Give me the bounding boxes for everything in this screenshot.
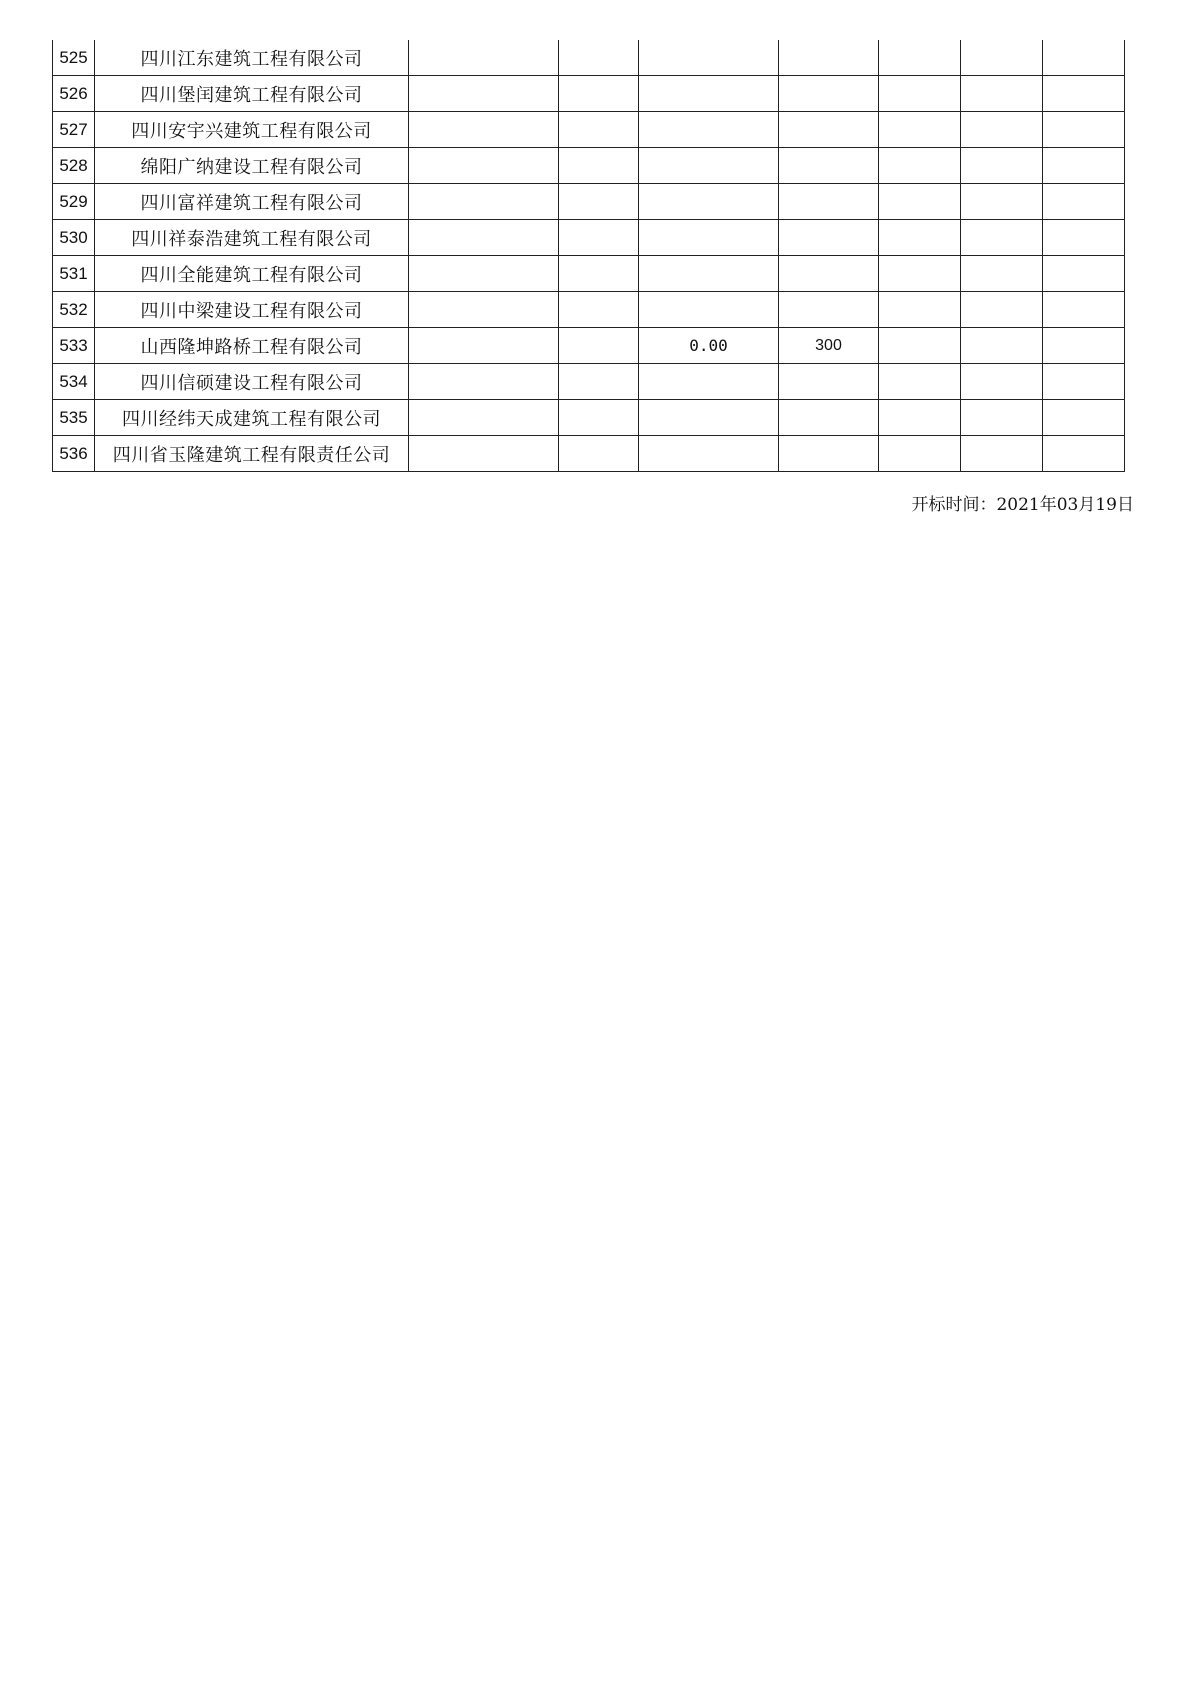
row-number: 528	[53, 148, 95, 184]
table-body	[53, 40, 1125, 472]
row-number: 532	[53, 292, 95, 328]
cell-col8	[961, 112, 1043, 148]
row-number: 536	[53, 436, 95, 472]
row-number: 529	[53, 184, 95, 220]
cell-col4	[559, 148, 639, 184]
cell-col4	[559, 112, 639, 148]
cell-col9	[1043, 112, 1125, 148]
table-row	[53, 400, 1125, 436]
cell-col4	[559, 76, 639, 112]
table-row	[53, 184, 1125, 220]
cell-col7	[879, 148, 961, 184]
cell-col6	[779, 364, 879, 400]
cell-col3	[409, 220, 559, 256]
cell-col5	[639, 400, 779, 436]
cell-col3	[409, 292, 559, 328]
company-name: 四川堡闰建筑工程有限公司	[95, 76, 409, 112]
company-name: 四川中梁建设工程有限公司	[95, 292, 409, 328]
cell-col3	[409, 40, 559, 76]
cell-col4	[559, 40, 639, 76]
cell-col4	[559, 436, 639, 472]
row-number: 535	[53, 400, 95, 436]
table-row	[53, 364, 1125, 400]
company-name: 山西隆坤路桥工程有限公司	[95, 328, 409, 364]
cell-col3	[409, 400, 559, 436]
cell-col4	[559, 184, 639, 220]
cell-col6	[779, 292, 879, 328]
cell-col9	[1043, 328, 1125, 364]
cell-col3	[409, 112, 559, 148]
row-number: 533	[53, 328, 95, 364]
cell-col8	[961, 40, 1043, 76]
company-name: 四川信硕建设工程有限公司	[95, 364, 409, 400]
table-row	[53, 328, 1125, 364]
cell-col8	[961, 256, 1043, 292]
cell-col6	[779, 148, 879, 184]
cell-col6	[779, 436, 879, 472]
cell-col9	[1043, 76, 1125, 112]
row-number: 525	[53, 40, 95, 76]
row-number: 526	[53, 76, 95, 112]
cell-col9	[1043, 400, 1125, 436]
company-name: 四川省玉隆建筑工程有限责任公司	[95, 436, 409, 472]
cell-col6	[779, 256, 879, 292]
cell-col4	[559, 400, 639, 436]
cell-col3	[409, 76, 559, 112]
table-row	[53, 148, 1125, 184]
cell-col8	[961, 328, 1043, 364]
cell-col9	[1043, 292, 1125, 328]
cell-col8	[961, 220, 1043, 256]
cell-col5	[639, 256, 779, 292]
cell-col7	[879, 256, 961, 292]
cell-col5	[639, 148, 779, 184]
opening-time: 开标时间：2021年03月19日	[911, 495, 1134, 515]
cell-col6	[779, 112, 879, 148]
cell-col7	[879, 220, 961, 256]
company-name: 四川祥泰浩建筑工程有限公司	[95, 220, 409, 256]
row-number: 527	[53, 112, 95, 148]
cell-col8	[961, 364, 1043, 400]
cell-col5	[639, 436, 779, 472]
cell-col5	[639, 76, 779, 112]
cell-col9	[1043, 148, 1125, 184]
cell-col4	[559, 328, 639, 364]
cell-col7	[879, 112, 961, 148]
cell-col6	[779, 40, 879, 76]
cell-col8	[961, 148, 1043, 184]
cell-col9	[1043, 220, 1125, 256]
cell-col3	[409, 256, 559, 292]
cell-col7	[879, 184, 961, 220]
cell-col7	[879, 40, 961, 76]
cell-col6: 300	[779, 328, 879, 364]
cell-col5	[639, 220, 779, 256]
company-name: 四川全能建筑工程有限公司	[95, 256, 409, 292]
table-row	[53, 256, 1125, 292]
company-name: 四川富祥建筑工程有限公司	[95, 184, 409, 220]
company-name: 绵阳广纳建设工程有限公司	[95, 148, 409, 184]
cell-col3	[409, 436, 559, 472]
cell-col7	[879, 292, 961, 328]
table-row	[53, 436, 1125, 472]
row-number: 534	[53, 364, 95, 400]
cell-col7	[879, 400, 961, 436]
cell-col3	[409, 328, 559, 364]
cell-col7	[879, 364, 961, 400]
cell-col6	[779, 400, 879, 436]
cell-col9	[1043, 256, 1125, 292]
cell-col5	[639, 40, 779, 76]
cell-col3	[409, 184, 559, 220]
bid-results-table	[52, 40, 1125, 472]
table-row	[53, 220, 1125, 256]
cell-col5	[639, 364, 779, 400]
table-row	[53, 40, 1125, 76]
cell-col8	[961, 76, 1043, 112]
cell-col3	[409, 148, 559, 184]
cell-col4	[559, 220, 639, 256]
cell-col4	[559, 256, 639, 292]
cell-col5	[639, 292, 779, 328]
table-row	[53, 112, 1125, 148]
company-name: 四川安宇兴建筑工程有限公司	[95, 112, 409, 148]
cell-col3	[409, 364, 559, 400]
cell-col4	[559, 364, 639, 400]
cell-col9	[1043, 40, 1125, 76]
row-number: 530	[53, 220, 95, 256]
cell-col9	[1043, 184, 1125, 220]
cell-col6	[779, 76, 879, 112]
company-name: 四川江东建筑工程有限公司	[95, 40, 409, 76]
table-row	[53, 76, 1125, 112]
cell-col7	[879, 76, 961, 112]
cell-col6	[779, 220, 879, 256]
cell-col9	[1043, 364, 1125, 400]
cell-col5	[639, 184, 779, 220]
table-row	[53, 292, 1125, 328]
cell-col6	[779, 184, 879, 220]
company-name: 四川经纬天成建筑工程有限公司	[95, 400, 409, 436]
cell-col4	[559, 292, 639, 328]
cell-col8	[961, 184, 1043, 220]
cell-col8	[961, 436, 1043, 472]
row-number: 531	[53, 256, 95, 292]
cell-col9	[1043, 436, 1125, 472]
cell-col7	[879, 436, 961, 472]
cell-col8	[961, 292, 1043, 328]
cell-col5	[639, 112, 779, 148]
cell-col8	[961, 400, 1043, 436]
cell-col5: 0.00	[639, 328, 779, 364]
cell-col7	[879, 328, 961, 364]
